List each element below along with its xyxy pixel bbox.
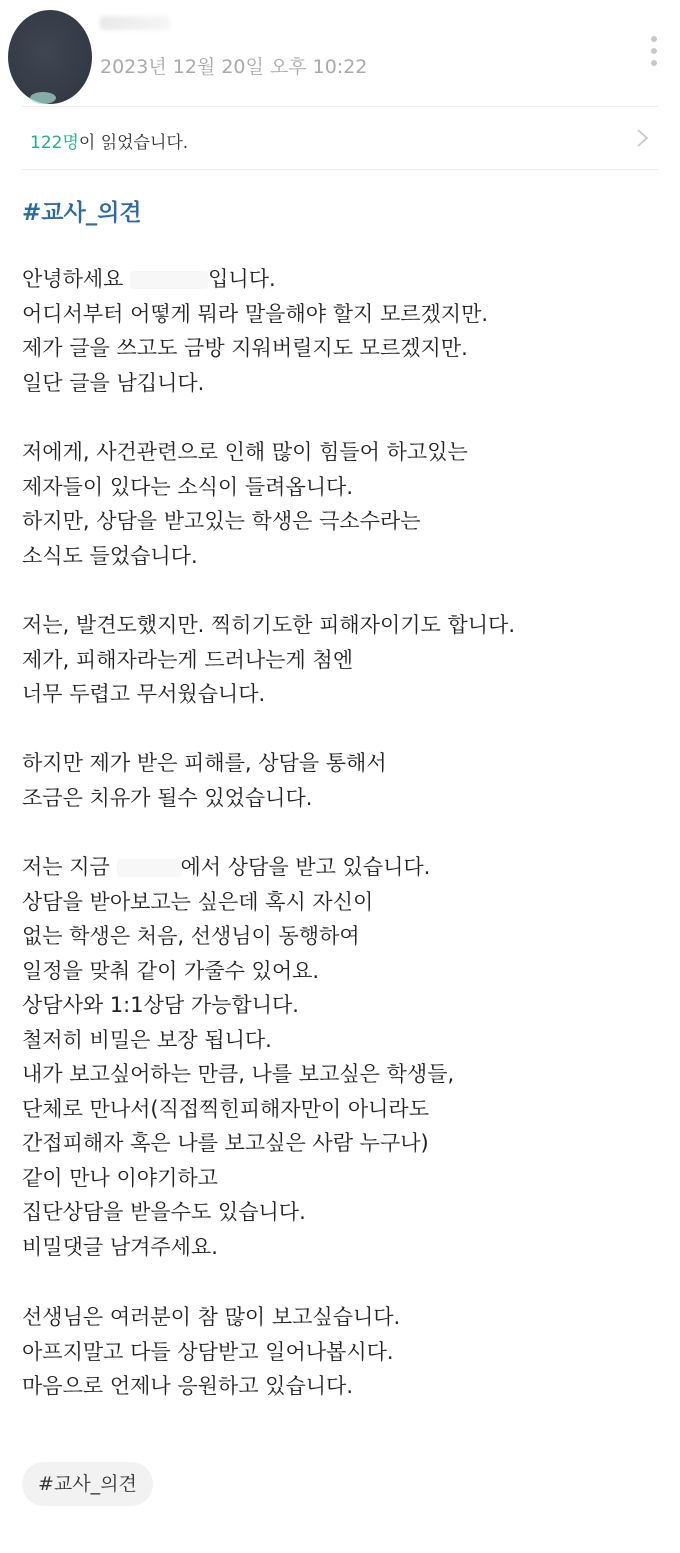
text-line: 아프지말고 다들 상담받고 일어나봅시다. xyxy=(22,1339,394,1364)
text-line: 내가 보고싶어하는 만큼, 나를 보고싶은 학생들, xyxy=(22,1062,455,1086)
paragraph-1 xyxy=(22,262,662,400)
paragraph-5 xyxy=(22,850,662,1264)
author-avatar[interactable] xyxy=(8,10,92,104)
read-count-row[interactable] xyxy=(22,108,658,168)
post-header xyxy=(0,0,680,106)
read-count-text xyxy=(30,128,188,153)
redacted-place xyxy=(117,859,181,877)
text-line: 상담사와 1:1상담 가능합니다. xyxy=(22,993,299,1017)
read-divider xyxy=(22,169,658,170)
author-name-redacted xyxy=(100,16,170,30)
text-line: 같이 만나 이야기하고 xyxy=(22,1165,218,1190)
text-line: 일정을 맞춰 같이 가줄수 있어요. xyxy=(22,958,320,983)
text-line: 소식도 들었습니다. xyxy=(22,543,198,568)
chevron-right-icon xyxy=(632,128,652,148)
text-line: 단체로 만나서(직접찍힌피해자만이 아니라도 xyxy=(22,1096,429,1121)
post-hashtag-title[interactable]: #교사_의견 xyxy=(22,200,142,226)
text-line: 제자들이 있다는 소식이 들려옵니다. xyxy=(22,474,353,499)
text-line: 마음으로 언제나 응원하고 있습니다. xyxy=(22,1374,353,1398)
text-line: 없는 학생은 처음, 선생님이 동행하여 xyxy=(22,924,360,948)
avatar-badge xyxy=(30,92,56,104)
text-line: 간접피해자 혹은 나를 보고싶은 사람 누구나) xyxy=(22,1131,429,1155)
more-vertical-icon[interactable] xyxy=(644,36,664,66)
text-line: 선생님은 여러분이 참 많이 보고싶습니다. xyxy=(22,1305,401,1329)
text-line: 제가, 피해자라는게 드러나는게 첨엔 xyxy=(22,647,353,672)
text-line: 하지만, 상담을 받고있는 학생은 극소수라는 xyxy=(22,509,421,533)
paragraph-3 xyxy=(22,608,662,712)
hashtag-chip[interactable]: #교사_의견 xyxy=(22,1462,153,1506)
text-line: 안녕하세요 입니다. xyxy=(22,267,276,291)
paragraph-4 xyxy=(22,746,662,815)
read-count: 122명 xyxy=(30,133,79,153)
text-line: 철저히 비밀은 보장 됩니다. xyxy=(22,1027,272,1052)
paragraph-6 xyxy=(22,1300,662,1404)
text-line: 조금은 치유가 될수 있었습니다. xyxy=(22,785,313,810)
read-suffix: 이 읽었습니다. xyxy=(78,133,189,153)
text-line: 집단상담을 받을수도 있습니다. xyxy=(22,1200,306,1224)
paragraph-2 xyxy=(22,435,662,573)
text-line: 저는, 발견도했지만. 찍히기도한 피해자이기도 합니다. xyxy=(22,613,516,637)
text-line: 상담을 받아보고는 싶은데 혹시 자신이 xyxy=(22,889,374,914)
header-divider xyxy=(22,106,658,107)
text-line: 저에게, 사건관련으로 인해 많이 힘들어 하고있는 xyxy=(22,440,468,464)
redacted-name xyxy=(130,271,208,289)
text-line: 일단 글을 남깁니다. xyxy=(22,370,205,395)
text-line: 저는 지금 에서 상담을 받고 있습니다. xyxy=(22,855,431,879)
text-line: 비밀댓글 남겨주세요. xyxy=(22,1234,218,1259)
text-line: 제가 글을 쓰고도 금방 지워버릴지도 모르겠지만. xyxy=(22,336,468,360)
text-line: 어디서부터 어떻게 뭐라 말을해야 할지 모르겠지만. xyxy=(22,301,489,326)
text-line: 하지만 제가 받은 피해를, 상담을 통해서 xyxy=(22,751,387,775)
text-line: 너무 두렵고 무서웠습니다. xyxy=(22,682,266,706)
post-timestamp: 2023년 12월 20일 오후 10:22 xyxy=(100,56,368,78)
